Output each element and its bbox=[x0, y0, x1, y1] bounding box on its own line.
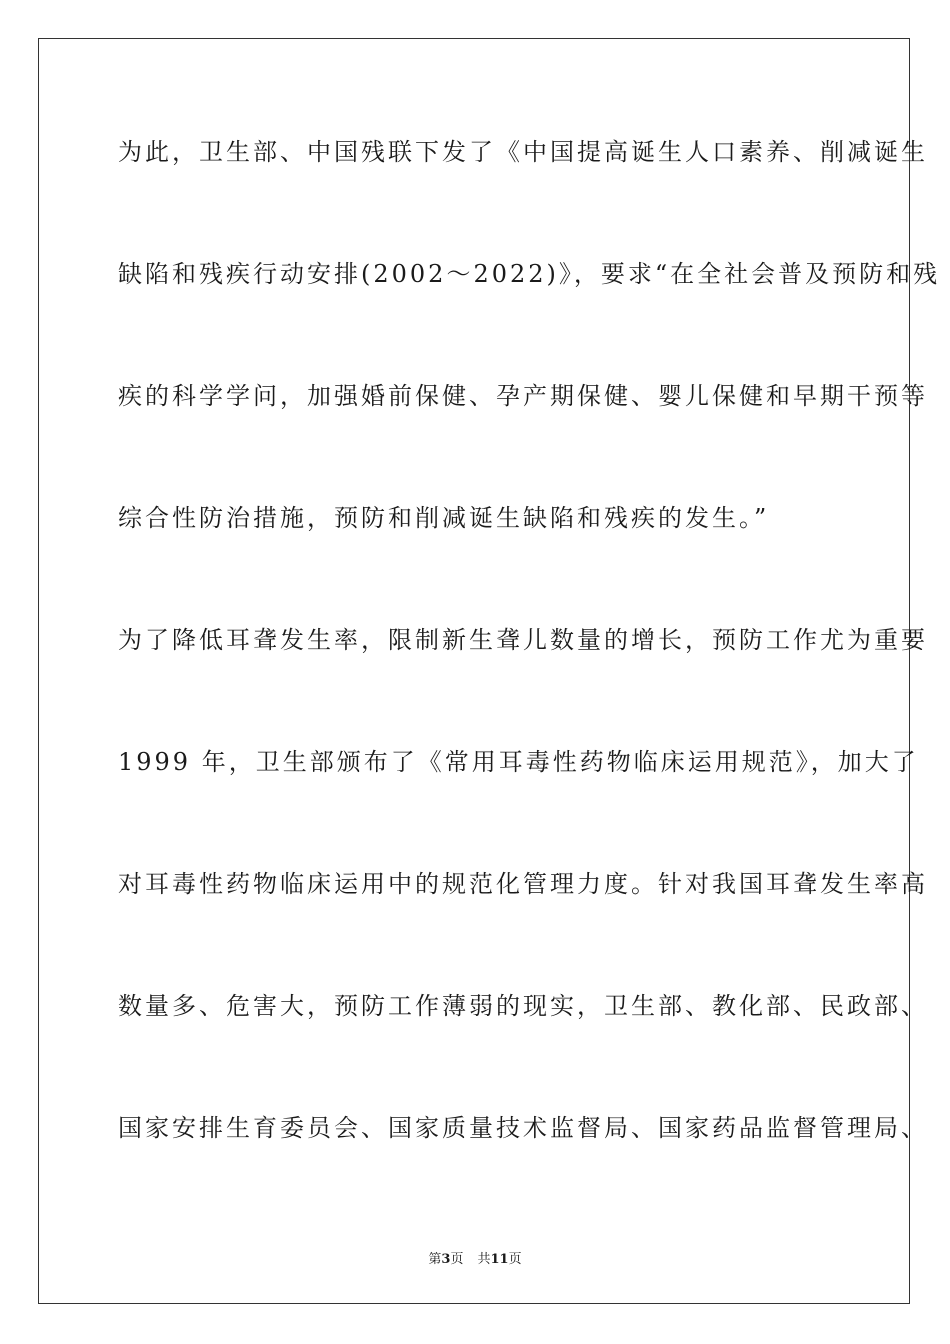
text-line-9: 国家安排生育委员会、国家质量技术监督局、国家药品监督管理局、 bbox=[118, 1114, 928, 1142]
page-footer bbox=[0, 1248, 950, 1267]
text-line-2: 缺陷和残疾行动安排(2002～2022)》，要求“在全社会普及预防和残 bbox=[118, 260, 941, 288]
text-line-7: 对耳毒性药物临床运用中的规范化管理力度。针对我国耳聋发生率高 bbox=[118, 870, 928, 898]
page-number: 3 bbox=[441, 1252, 451, 1267]
text-line-4: 综合性防治措施，预防和削减诞生缺陷和残疾的发生。” bbox=[118, 504, 770, 532]
text-line-8: 数量多、危害大，预防工作薄弱的现实，卫生部、教化部、民政部、 bbox=[118, 992, 928, 1020]
page-suffix: 页 bbox=[450, 1252, 464, 1267]
text-line-6: 1999 年，卫生部颁布了《常用耳毒性药物临床运用规范》，加大了 bbox=[118, 748, 919, 776]
total-suffix: 页 bbox=[508, 1252, 522, 1267]
text-line-5: 为了降低耳聋发生率，限制新生聋儿数量的增长，预防工作尤为重要 bbox=[118, 626, 928, 654]
text-line-3: 疾的科学学问，加强婚前保健、孕产期保健、婴儿保健和早期干预等 bbox=[118, 382, 928, 410]
text-line-1: 为此，卫生部、中国残联下发了《中国提高诞生人口素养、削减诞生 bbox=[118, 138, 928, 166]
total-prefix: 共 bbox=[477, 1252, 491, 1267]
page-prefix: 第 bbox=[428, 1252, 442, 1267]
total-pages: 11 bbox=[490, 1252, 509, 1267]
